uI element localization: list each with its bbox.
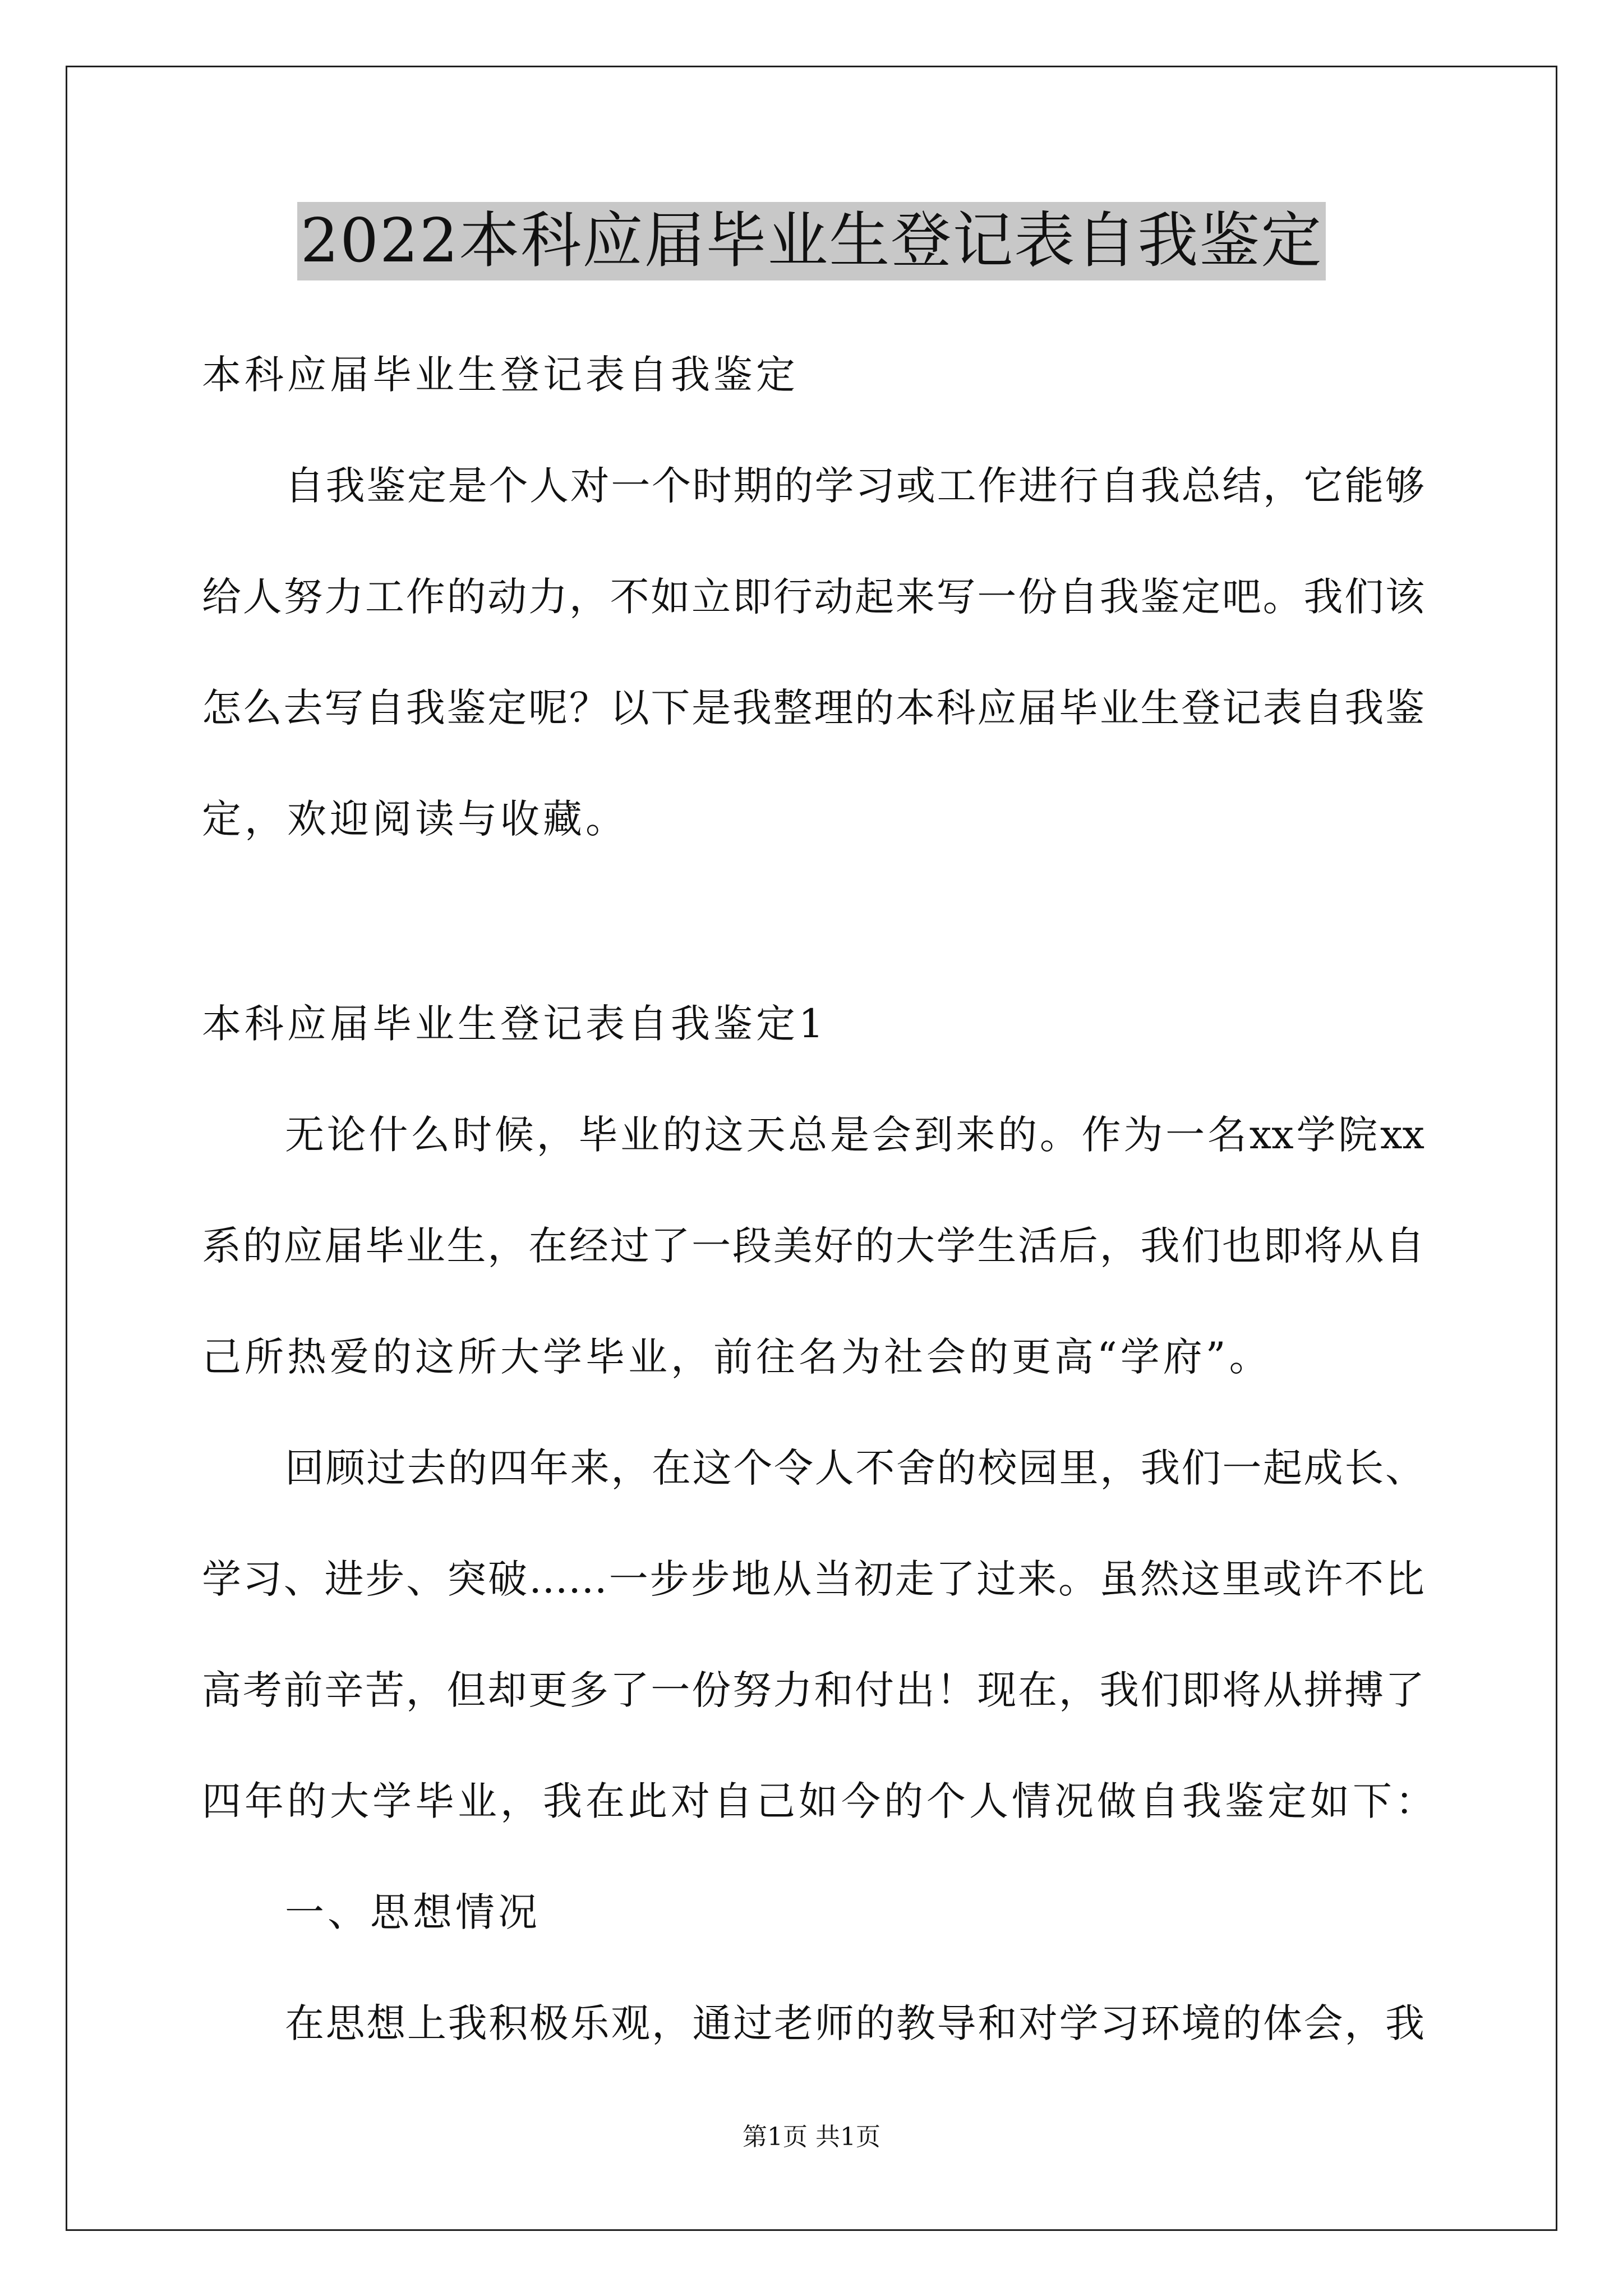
paragraph-line: 系的应届毕业生，在经过了一段美好的大学生活后，我们也即将从自 <box>202 1223 1424 1269</box>
document-title: 2022本科应届毕业生登记表自我鉴定 <box>297 202 1326 280</box>
paragraph-line: 给人努力工作的动力，不如立即行动起来写一份自我鉴定吧。我们该 <box>202 574 1424 620</box>
paragraph-line: 回顾过去的四年来，在这个令人不舍的校园里，我们一起成长、 <box>285 1445 1424 1491</box>
paragraph-line: 高考前辛苦，但却更多了一份努力和付出！现在，我们即将从拼搏了 <box>202 1667 1424 1713</box>
paragraph-line: 四年的大学毕业，我在此对自己如今的个人情况做自我鉴定如下： <box>202 1778 1438 1824</box>
paragraph-line: 自我鉴定是个人对一个时期的学习或工作进行自我总结，它能够 <box>285 463 1424 509</box>
paragraph-line: 学习、进步、突破……一步步地从当初走了过来。虽然这里或许不比 <box>202 1556 1424 1602</box>
paragraph-line: 己所热爱的这所大学毕业，前往名为社会的更高“学府”。 <box>202 1334 1272 1380</box>
page-footer: 第1页 共1页 <box>743 2123 880 2151</box>
subtitle: 本科应届毕业生登记表自我鉴定 <box>202 352 799 398</box>
paragraph-line: 在思想上我积极乐观，通过老师的教导和对学习环境的体会，我 <box>285 2000 1424 2046</box>
section-heading: 本科应届毕业生登记表自我鉴定1 <box>202 1001 827 1047</box>
paragraph-line: 无论什么时候，毕业的这天总是会到来的。作为一名xx学院xx <box>285 1112 1424 1158</box>
paragraph-line: 定，欢迎阅读与收藏。 <box>202 796 628 842</box>
paragraph-line: 怎么去写自我鉴定呢？以下是我整理的本科应届毕业生登记表自我鉴 <box>202 685 1424 731</box>
title-container <box>0 202 1623 280</box>
subsection-heading: 一、思想情况 <box>285 1889 541 1935</box>
